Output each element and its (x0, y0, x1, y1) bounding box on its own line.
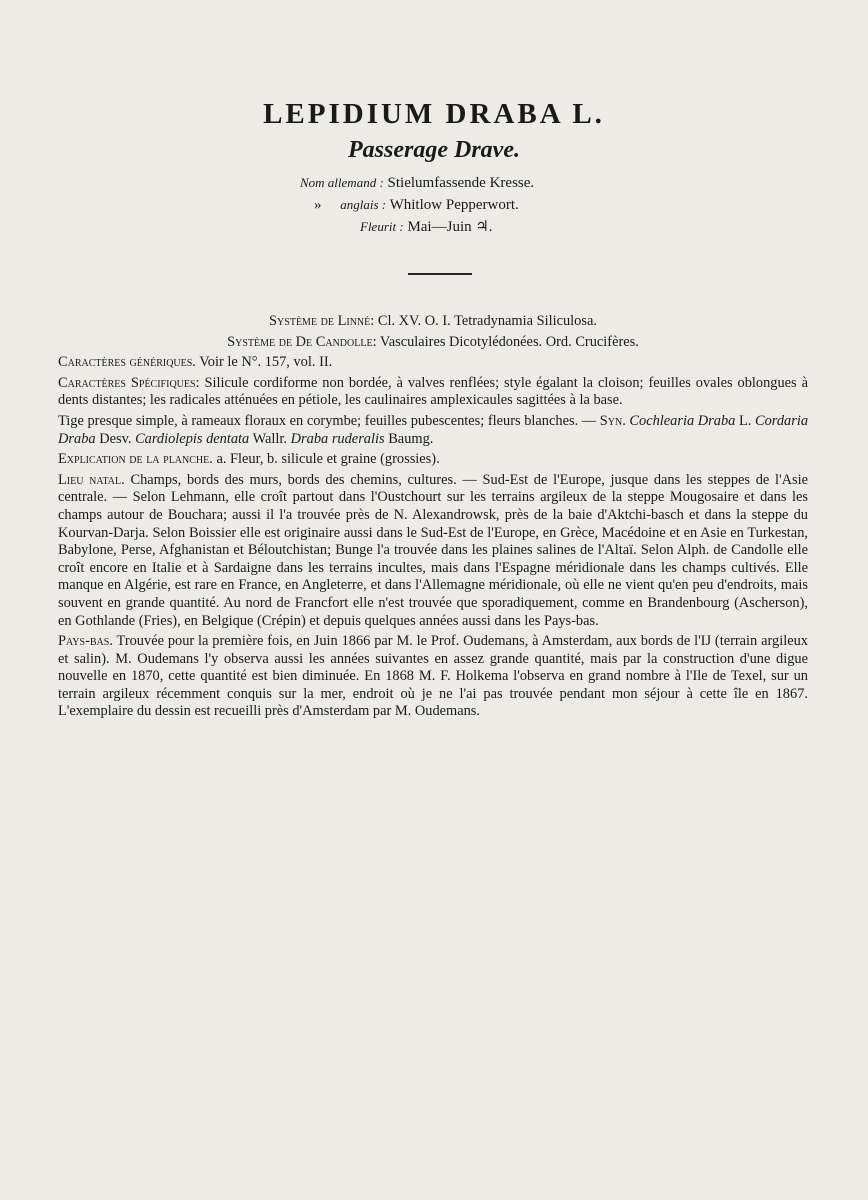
synonym-2-author: Desv. (99, 430, 132, 447)
explication-text: a. Fleur, b. silicule et graine (grossies). (216, 451, 440, 468)
paysbas-text: Trouvée pour la première fois, en Juin 1866 par M. le Prof. Oudemans, à Amsterdam, aux bords de l'IJ (terrain argileux et salin). M. Oudemans l'y observa aussi les années suivantes en assez grande quantité, mais par la construction d'une digue nouvelle en 1870, cette quantité est bien diminuée. En 1868 M. F. Holkema l'observa en grand nombre à l'Ile de Texel, sur un terrain argileux récemment conquis sur la mer, endroit où je ne l'ai pas trouvée pendant mon séjour à cette île en 1867. L'exemplaire du dessin est recueilli près d'Amsterdam par M. Oudemans. (58, 633, 808, 720)
candolle-system (58, 334, 808, 352)
tige-text: Tige presque simple, à rameaux floraux en corymbe; feuilles pubescentes; fleurs blanches. — (58, 412, 597, 429)
linne-system (58, 313, 808, 331)
page-subtitle: Passerage Drave. (348, 137, 520, 163)
linne-label: Système de Linné: (269, 313, 375, 329)
synonym-1-author: L. (738, 412, 752, 429)
syn-label: Syn. (599, 412, 626, 429)
document-body (58, 313, 808, 724)
common-names (300, 172, 534, 238)
synonym-3-author: Wallr. (252, 430, 288, 447)
english-label: anglais : (340, 197, 387, 212)
page-title: LEPIDIUM DRABA L. (263, 98, 605, 130)
flowering-row (300, 216, 534, 238)
paysbas-label: Pays-bas. (58, 633, 113, 650)
german-name-row (300, 172, 534, 194)
ditto-mark: » (314, 197, 322, 213)
synonym-4: Draba ruderalis (290, 430, 385, 447)
generic-label: Caractères génériques. (58, 354, 196, 371)
synonym-1: Cochlearia Draba (629, 412, 736, 429)
specific-characters (58, 375, 808, 410)
flowering-value: Mai—Juin ♃. (407, 219, 493, 235)
german-value: Stielumfassende Kresse. (387, 175, 535, 191)
stem-description (58, 413, 808, 448)
german-label: Nom allemand : (300, 175, 384, 190)
plate-explanation (58, 451, 808, 469)
generic-text: Voir le N°. 157, vol. II. (199, 354, 333, 371)
specific-text: Silicule cordiforme non bordée, à valves renflées; style égalant la cloison; feuilles ovales oblongues à dents distantes; les radicales atténuées en pétiole, les caulinaires amplexicaules sagittées à la base. (58, 374, 808, 409)
candolle-label: Système de De Candolle: (227, 333, 377, 350)
specific-label: Caractères Spécifiques: (58, 374, 200, 391)
lieu-label: Lieu natal. (58, 471, 125, 488)
linne-text: Cl. XV. O. I. Tetradynamia Siliculosa. (377, 313, 597, 329)
synonym-3: Cardiolepis dentata (135, 430, 250, 447)
candolle-text: Vasculaires Dicotylédonées. Ord. Crucifères. (379, 333, 639, 350)
explication-label: Explication de la planche. (58, 451, 213, 468)
lieu-text: Champs, bords des murs, bords des chemins, cultures. — Sud-Est de l'Europe, jusque dans les steppes de l'Asie centrale. — Selon Lehmann, elle croît partout dans l'Oustchourt sur les terrains argileux de la steppe Mougosaire et dans les champs autour de Bouchara; aussi il l'a trouvée près de N. Alexandrowsk, près de la baie d'Aktchi-basch et dans la steppe du Kourvan-Darja. Selon Boissier elle est originaire aussi dans le Sud-Est de l'Europe, en Grèce, Macédoine et en Asie en Turkestan, Babylone, Perse, Afghanistan et Béloutchistan; Bunge l'a trouvée dans les plaines salines de l'Altaï. Selon Alph. de Candolle elle croît encore en Italie et à Sardaigne dans les terrains incultes, mais dans l'Espagne méridionale dans les champs cultivés. Elle manque en Algérie, est rare en France, en Angleterre, et dans l'Allemagne méridionale, où elle ne vient qu'en peu d'endroits, mais souvent en grande quantité. Au nord de Francfort elle n'est trouvée que sporadiquement, comme en Brandenbourg (Ascherson), en Gothlande (Fries), en Belgique (Crépin) et depuis quelques années aussi dans les Pays-bas. (58, 471, 808, 629)
native-place (58, 472, 808, 630)
english-value: Whitlow Pepperwort. (389, 197, 519, 213)
divider-rule (408, 273, 472, 275)
english-name-row (300, 194, 534, 216)
generic-characters (58, 354, 808, 372)
flowering-label: Fleurit : (360, 219, 404, 234)
netherlands-paragraph (58, 633, 808, 721)
synonym-2: Cordaria Draba (58, 412, 809, 447)
synonym-4-author: Baumg. (388, 430, 434, 447)
